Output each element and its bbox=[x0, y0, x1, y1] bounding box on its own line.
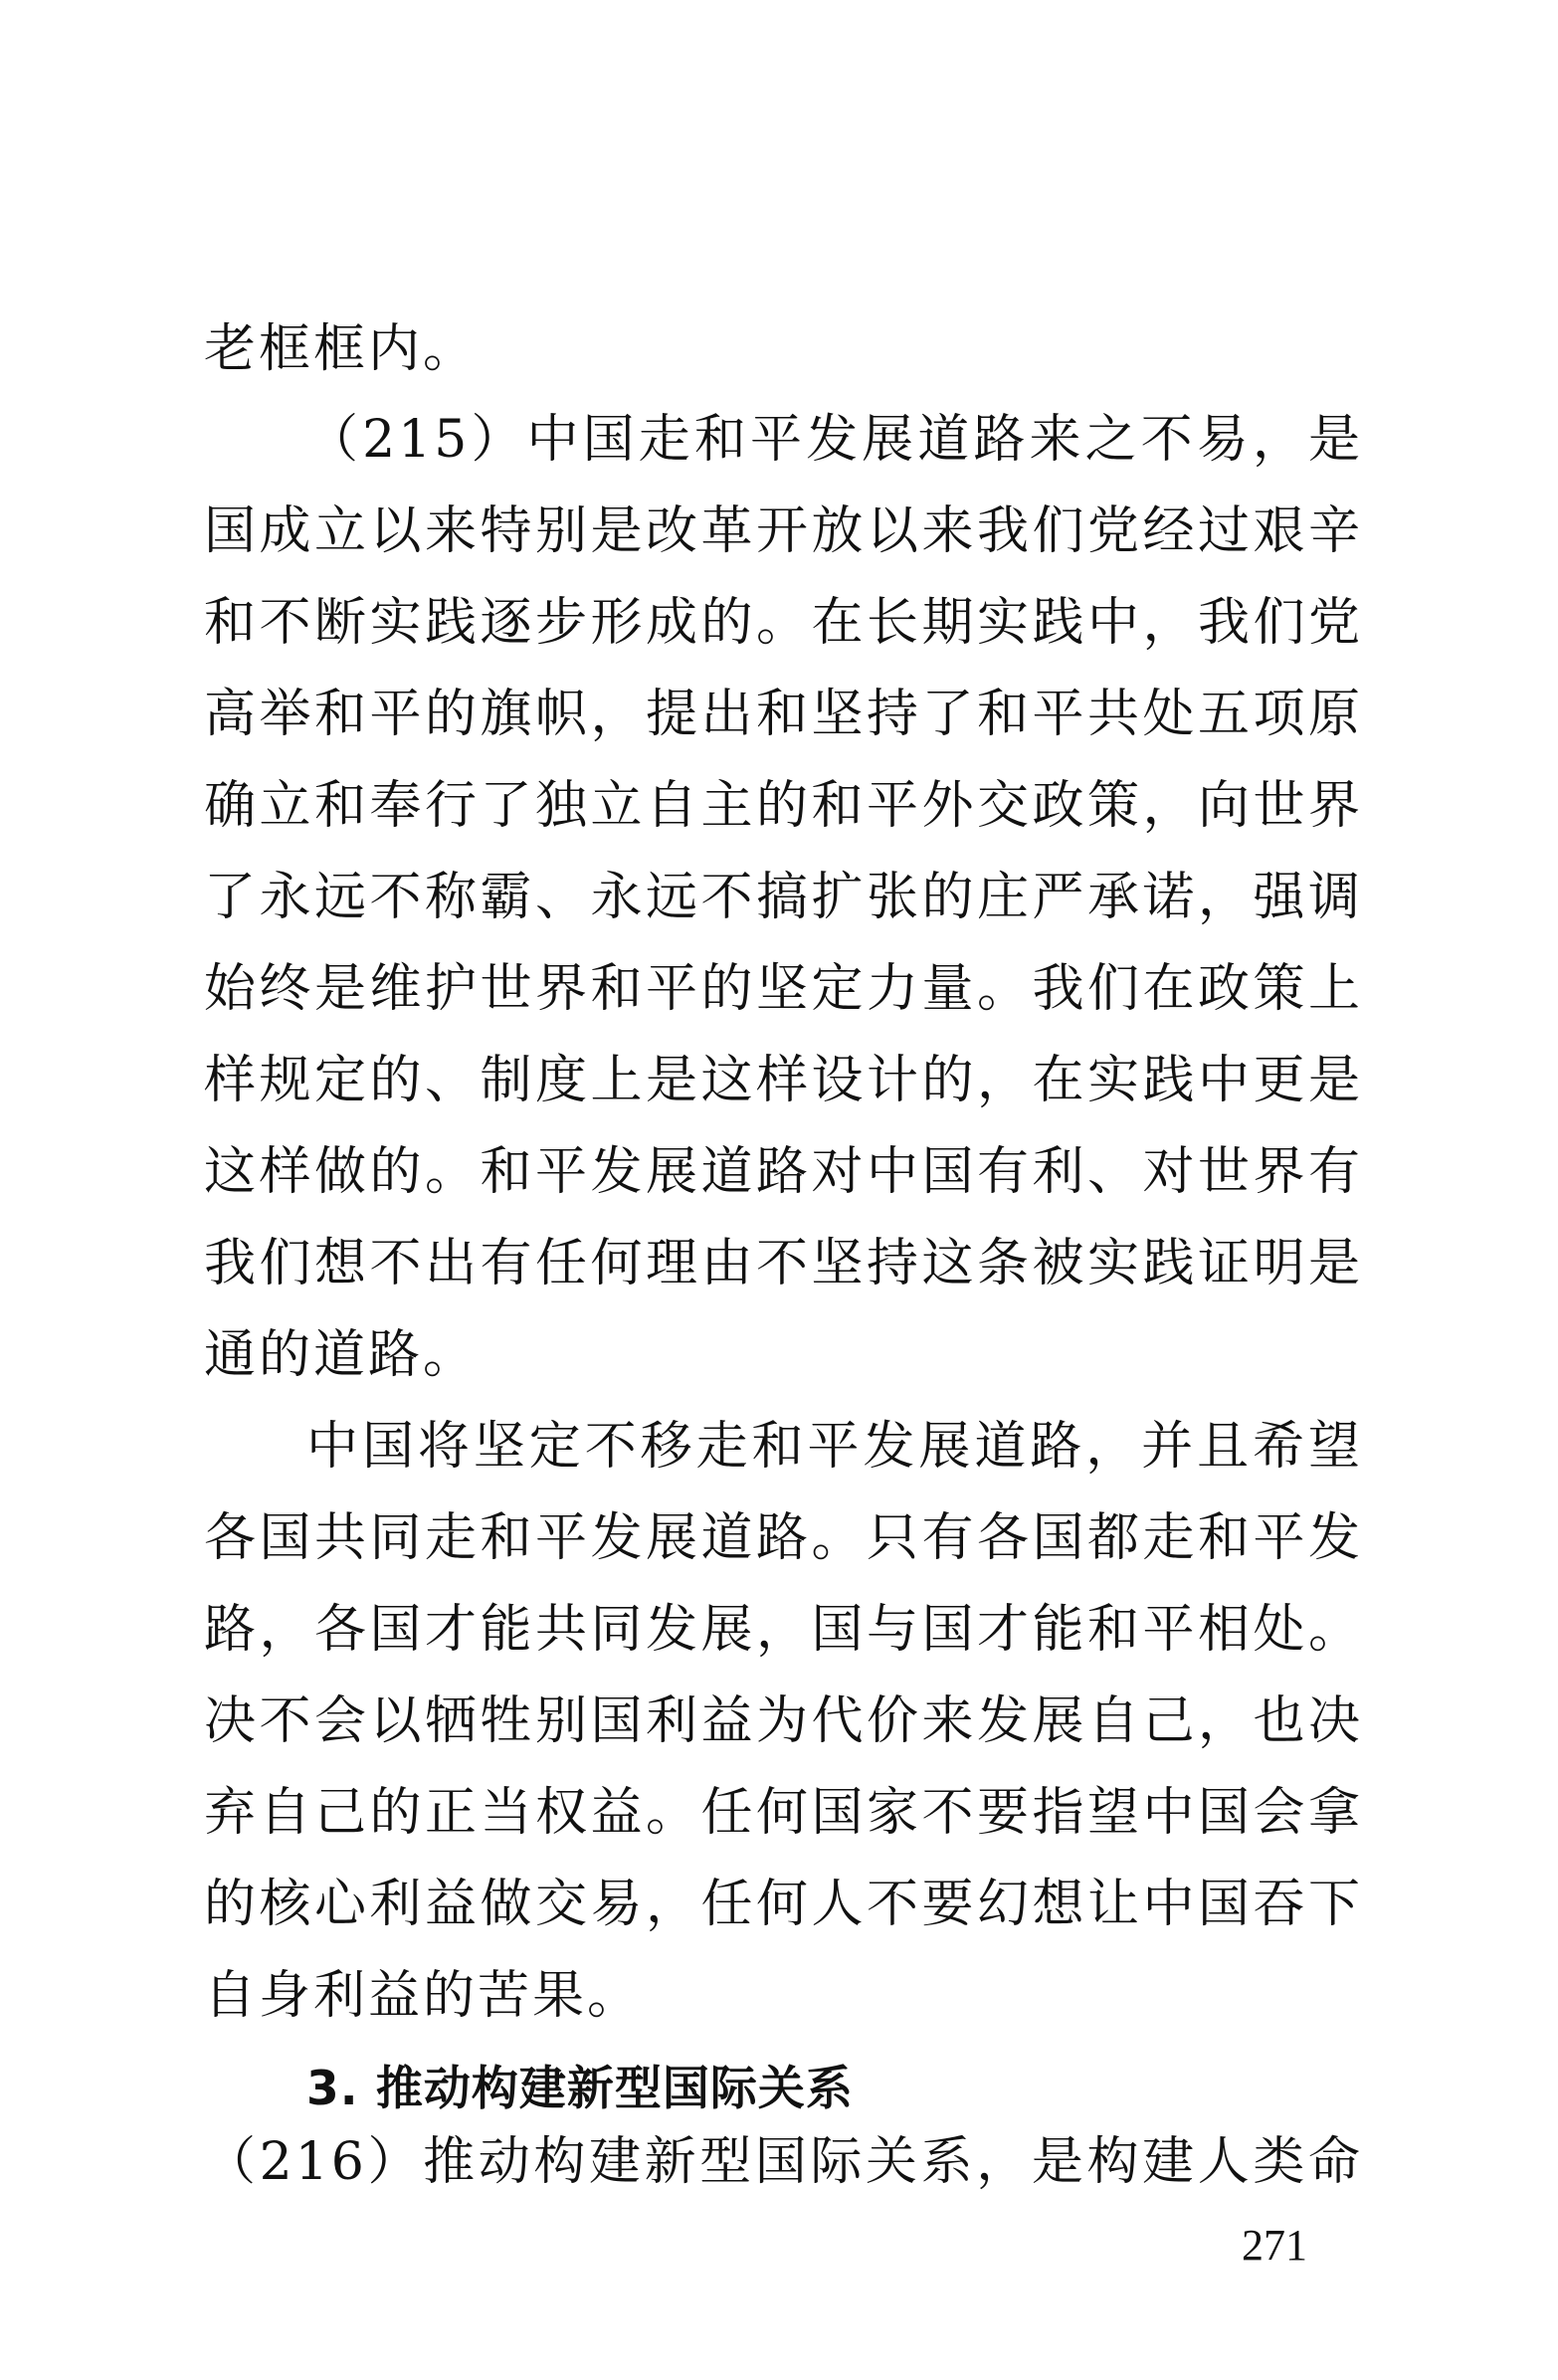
paragraph-215-line: 始终是维护世界和平的坚定力量。我们在政策上 bbox=[204, 959, 1363, 1019]
paragraph-215-line: 和不断实践逐步形成的。在长期实践中，我们党 bbox=[204, 593, 1363, 653]
paragraph-215-line: 我们想不出有任何理由不坚持这条被实践证明是 bbox=[204, 1234, 1363, 1293]
paragraph-216-line: （216）推动构建新型国际关系，是构建人类命 bbox=[204, 2132, 1363, 2192]
paragraph-2-line: 路，各国才能共同发展，国与国才能和平相处。 bbox=[204, 1600, 1363, 1660]
paragraph-2-line: 中国将坚定不移走和平发展道路，并且希望 bbox=[306, 1417, 1363, 1477]
paragraph-215-line: 确立和奉行了独立自主的和平外交政策，向世界 bbox=[204, 776, 1363, 836]
paragraph-215-line: 通的道路。 bbox=[204, 1325, 479, 1385]
paragraph-215-line: 高举和平的旗帜，提出和坚持了和平共处五项原 bbox=[204, 685, 1363, 744]
paragraph-215-line: 样规定的、制度上是这样设计的，在实践中更是 bbox=[204, 1051, 1363, 1110]
paragraph-215-line: 这样做的。和平发展道路对中国有利、对世界有 bbox=[204, 1142, 1363, 1202]
paragraph-2-line: 各国共同走和平发展道路。只有各国都走和平发 bbox=[204, 1508, 1363, 1568]
page-number: 271 bbox=[1242, 2221, 1307, 2270]
paragraph-2-line: 的核心利益做交易，任何人不要幻想让中国吞下 bbox=[204, 1875, 1363, 1934]
paragraph-2-line: 弃自己的正当权益。任何国家不要指望中国会拿 bbox=[204, 1783, 1363, 1843]
paragraph-215-line: 国成立以来特别是改革开放以来我们党经过艰辛 bbox=[204, 501, 1363, 561]
paragraph-2-line: 自身利益的苦果。 bbox=[204, 1966, 643, 2026]
paragraph-continuation-line: 老框框内。 bbox=[204, 319, 479, 379]
paragraph-215-line: 了永远不称霸、永远不搞扩张的庄严承诺，强调 bbox=[204, 868, 1363, 927]
paragraph-215-line: （215）中国走和平发展道路来之不易，是 bbox=[306, 410, 1363, 470]
paragraph-2-line: 决不会以牺牲别国利益为代价来发展自己，也决 bbox=[204, 1691, 1363, 1751]
section-heading: 3. 推动构建新型国际关系 bbox=[306, 2062, 854, 2116]
